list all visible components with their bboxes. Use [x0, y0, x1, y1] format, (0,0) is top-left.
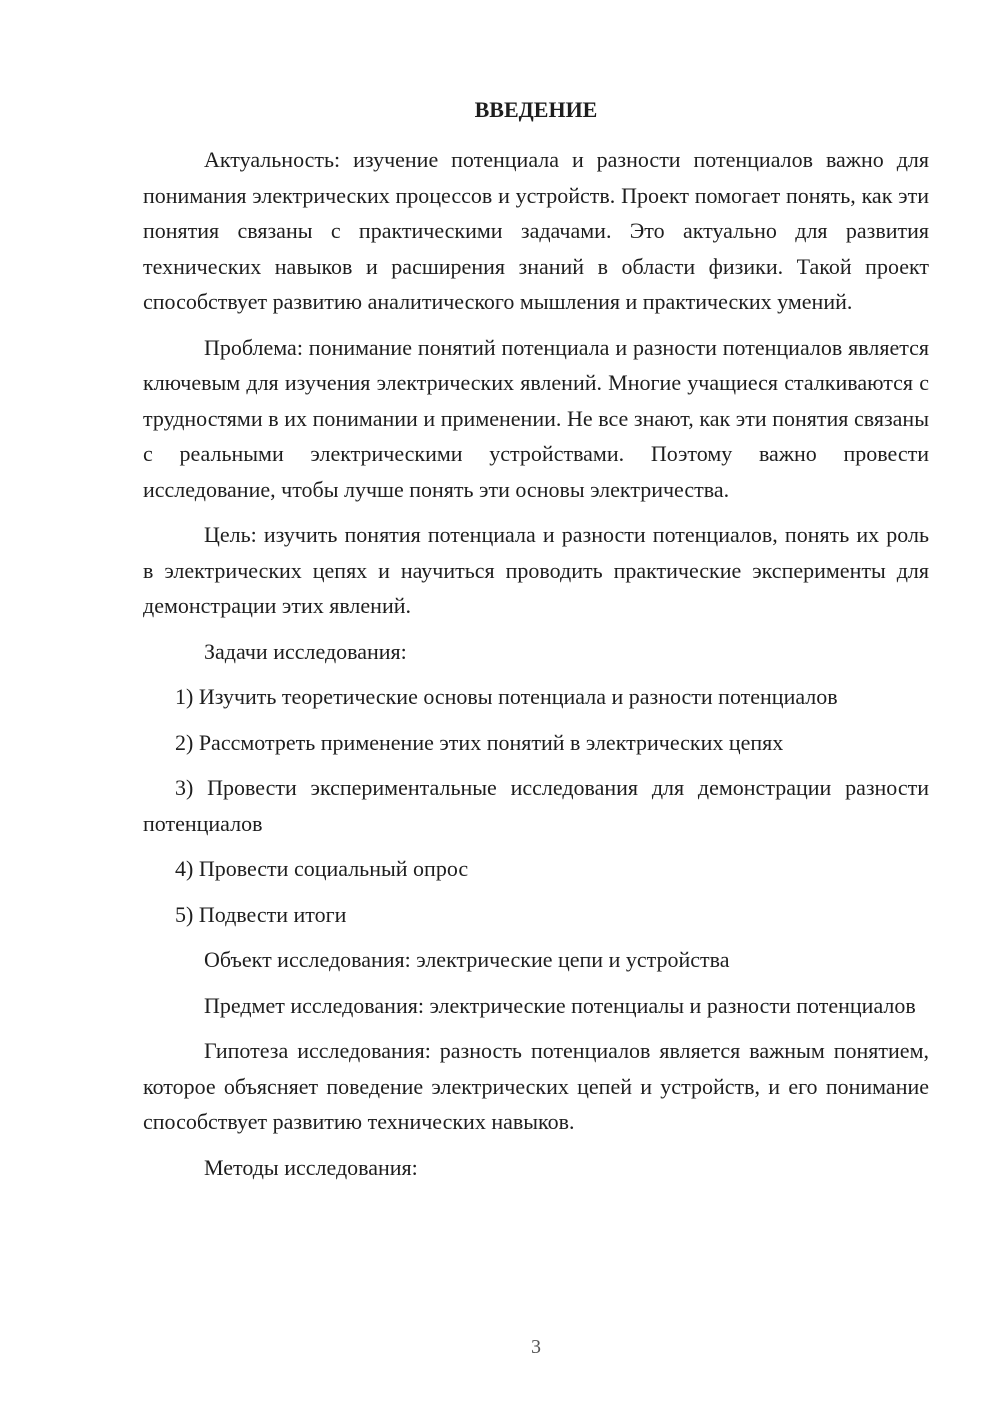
- task-item-4: 4) Провести социальный опрос: [175, 856, 469, 881]
- page-number: 3: [531, 1336, 541, 1358]
- document-body: [143, 142, 929, 1195]
- paragraph-subject: Предмет исследования: электрические потенциалы и разности потенциалов: [204, 992, 916, 1018]
- task-item-3: 3) Провести экспериментальные исследования для демонстрации разности потенциалов: [143, 775, 929, 836]
- task-item-5: 5) Подвести итоги: [175, 901, 347, 927]
- paragraph-object: Объект исследования: электрические цепи и устройства: [204, 947, 730, 972]
- paragraph-relevance: Актуальность: изучение потенциала и разности потенциалов важно для понимания электрических процессов и устройств. Проект помогает понять, как эти понятия связаны с практическими задачами. Это актуально для развития технических навыков и расширения знаний в области физики. Такой проект способствует развитию аналитического мышления и практических умений.: [143, 147, 929, 314]
- paragraph-goal: Цель: изучить понятия потенциала и разности потенциалов, понять их роль в электрических цепях и научиться проводить практические эксперименты для демонстрации этих явлений.: [143, 522, 929, 618]
- paragraph-problem: Проблема: понимание понятий потенциала и разности потенциалов является ключевым для изучения электрических явлений. Многие учащиеся сталкиваются с трудностями в их понимании и применении. Не все знают, как эти понятия связаны с реальными электрическими устройствами. Поэтому важно провести исследование, чтобы лучше понять эти основы электричества.: [143, 334, 929, 502]
- task-item-2: 2) Рассмотреть применение этих понятий в электрических цепях: [175, 729, 784, 755]
- task-item-1: 1) Изучить теоретические основы потенциала и разности потенциалов: [175, 684, 838, 709]
- paragraph-methods: Методы исследования:: [204, 1154, 418, 1180]
- paragraph-tasks-heading: Задачи исследования:: [204, 638, 407, 664]
- section-title: ВВЕДЕНИЕ: [474, 97, 598, 122]
- paragraph-hypothesis: Гипотеза исследования: разность потенциалов является важным понятием, которое объясняет поведение электрических цепей и устройств, и его понимание способствует развитию технических навыков.: [143, 1038, 929, 1134]
